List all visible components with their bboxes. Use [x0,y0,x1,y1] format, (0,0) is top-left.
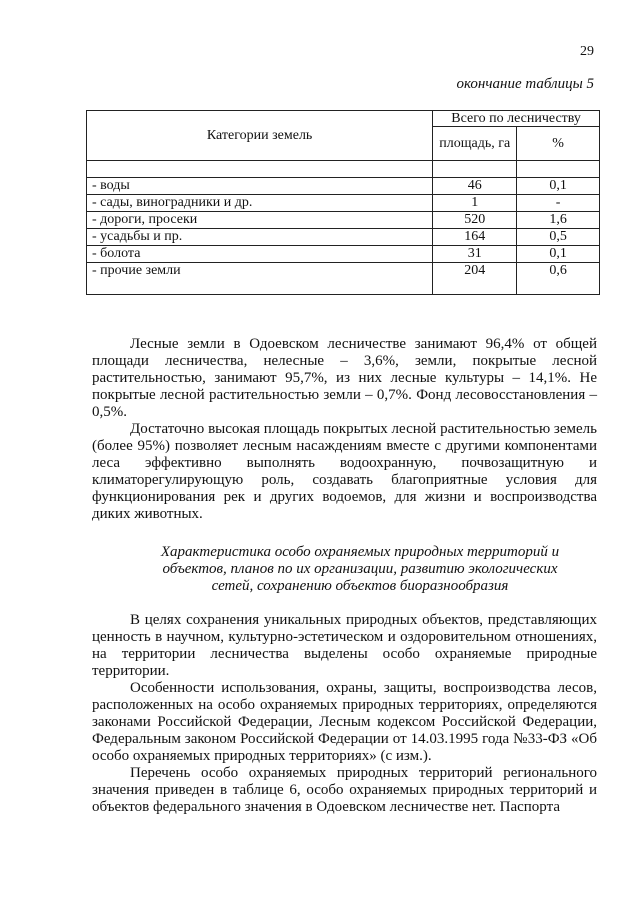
row-area: 31 [433,246,517,263]
table-row [87,263,600,295]
header-percent: % [517,127,600,161]
row-percent: 0,1 [517,246,600,263]
paragraph: Достаточно высокая площадь покрытых лесной растительностью земель (более 95%) позволяет лесным насаждениям вместе с другими компонентами леса эффективно выполнять водоохранную, почвозащитную и климаторегулирующую роль, создавать благоприятные условия для функционирования рек и других водоемов, для жизни и воспроизводства диких животных. [92,421,597,522]
row-percent: 1,6 [517,212,600,229]
paragraph: Перечень особо охраняемых природных территорий регионального значения приведен в таблице 6, особо охраняемых природных территорий и объектов федерального значения в Одоевском лесничестве нет. Паспорта [92,765,597,815]
row-category: - сады, виноградники и др. [87,195,433,212]
row-area: 164 [433,229,517,246]
row-percent: 0,5 [517,229,600,246]
header-area: площадь, га [433,127,517,161]
page-number: 29 [580,44,594,59]
row-area: 46 [433,178,517,195]
table-caption: окончание таблицы 5 [456,76,594,92]
table-row [87,246,600,263]
row-area: 204 [433,263,517,295]
land-categories-table [86,110,600,295]
section-heading: Характеристика особо охраняемых природных территорий и объектов, планов по их организации, развитию экологических сетей, сохранению объектов биоразнообразия [160,544,560,594]
table-row [87,178,600,195]
row-area: 1 [433,195,517,212]
paragraph: Лесные земли в Одоевском лесничестве занимают 96,4% от общей площади лесничества, нелесные – 3,6%, земли, покрытые лесной растительностью, занимают 95,7%, из них лесные культуры – 14,1%. Не покрытые лесной растительностью земли – 0,7%. Фонд лесовосстановления – 0,5%. [92,336,597,420]
row-percent: 0,6 [517,263,600,295]
row-percent: 0,1 [517,178,600,195]
body-text-protected-areas [92,612,597,816]
header-group: Всего по лесничеству [433,111,600,127]
row-percent: - [517,195,600,212]
table-row [87,212,600,229]
row-category: - дороги, просеки [87,212,433,229]
row-category: - воды [87,178,433,195]
header-category: Категории земель [87,111,433,161]
paragraph: В целях сохранения уникальных природных объектов, представляющих ценность в научном, культурно-эстетическом и оздоровительном отношениях, на территории лесничества выделены особо охраняемые природные территории. [92,612,597,679]
paragraph: Особенности использования, охраны, защиты, воспроизводства лесов, расположенных на особо охраняемых природных территориях, определяются законами Российской Федерации, Лесным кодексом Российской Федерации, Федеральным законом Российской Федерации от 14.03.1995 года №33-ФЗ «Об особо охраняемых природных территориях» (с изм.). [92,680,597,764]
row-category: - прочие земли [87,263,433,295]
table-row [87,195,600,212]
body-text-forest-lands [92,336,597,523]
row-category: - усадьбы и пр. [87,229,433,246]
row-category: - болота [87,246,433,263]
row-area: 520 [433,212,517,229]
table-row [87,229,600,246]
